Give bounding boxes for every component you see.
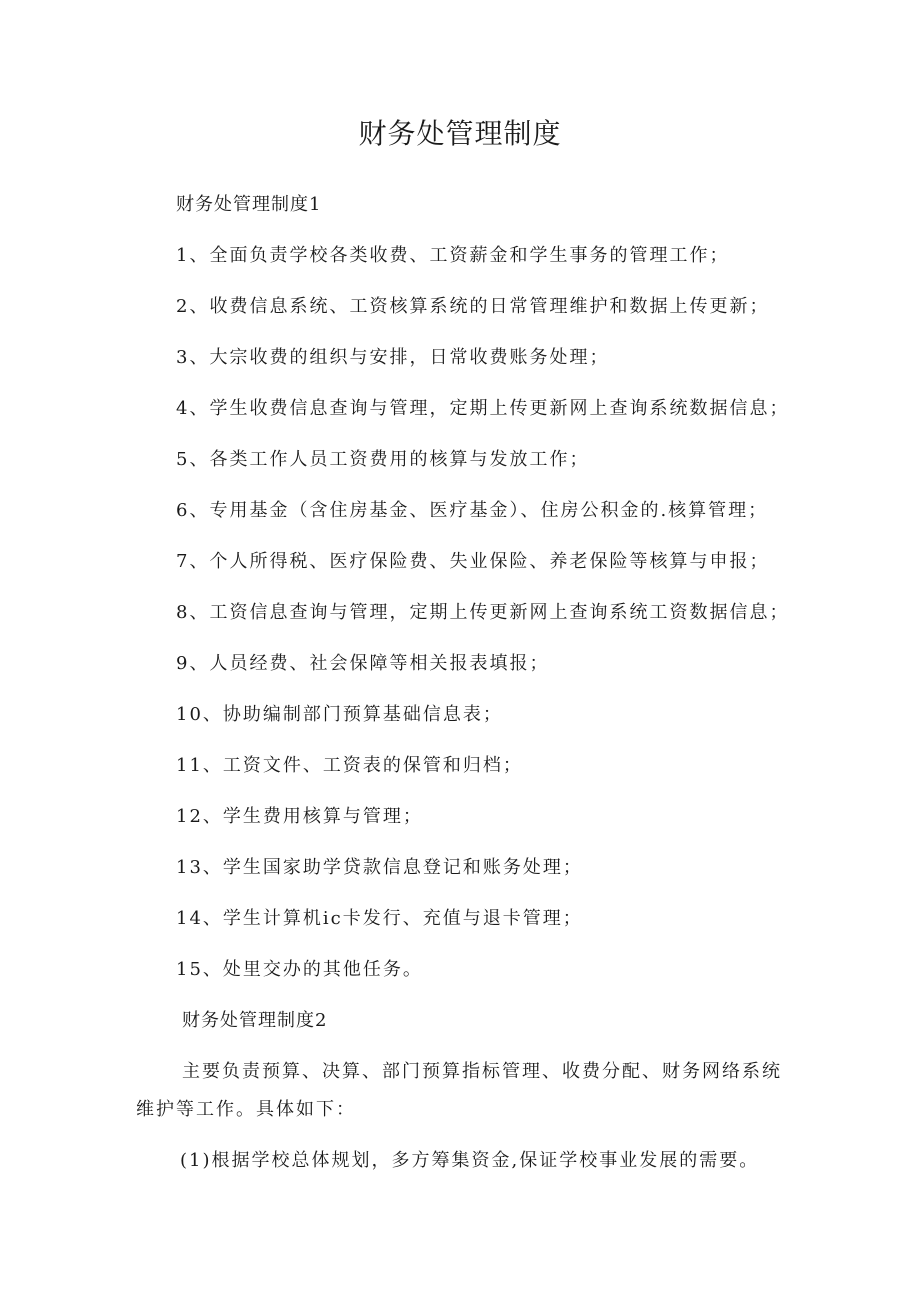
- list-item: (1)根据学校总体规划，多方筹集资金,保证学校事业发展的需要。: [180, 1150, 760, 1171]
- list-item: 10、协助编制部门预算基础信息表；: [176, 704, 503, 725]
- list-item: 5、各类工作人员工资费用的核算与发放工作；: [176, 449, 590, 470]
- list-item: 2、收费信息系统、工资核算系统的日常管理维护和数据上传更新；: [176, 296, 770, 317]
- list-item: 9、人员经费、社会保障等相关报表填报；: [176, 653, 550, 674]
- paragraph-line: 主要负责预算、决算、部门预算指标管理、收费分配、财务网络系统: [182, 1061, 782, 1082]
- list-item: 12、学生费用核算与管理；: [176, 806, 423, 827]
- section2-heading: 财务处管理制度2: [182, 1010, 328, 1031]
- list-item: 15、处里交办的其他任务。: [176, 959, 423, 980]
- document-title: 财务处管理制度: [358, 117, 562, 150]
- list-item: 8、工资信息查询与管理，定期上传更新网上查询系统工资数据信息；: [176, 602, 790, 623]
- list-item: 3、大宗收费的组织与安排，日常收费账务处理；: [176, 347, 610, 368]
- list-item: 11、工资文件、工资表的保管和归档；: [176, 755, 523, 776]
- section1-heading: 财务处管理制度1: [176, 194, 322, 215]
- list-item: 13、学生国家助学贷款信息登记和账务处理；: [176, 857, 583, 878]
- list-item: 4、学生收费信息查询与管理，定期上传更新网上查询系统数据信息；: [176, 398, 790, 419]
- list-item: 1、全面负责学校各类收费、工资薪金和学生事务的管理工作；: [176, 245, 730, 266]
- list-item: 6、专用基金（含住房基金、医疗基金）、住房公积金的.核算管理；: [176, 500, 769, 521]
- list-item: 14、学生计算机ic卡发行、充值与退卡管理；: [176, 908, 583, 929]
- paragraph-line: 维护等工作。具体如下：: [136, 1099, 356, 1120]
- list-item: 7、个人所得税、医疗保险费、失业保险、养老保险等核算与申报；: [176, 551, 770, 572]
